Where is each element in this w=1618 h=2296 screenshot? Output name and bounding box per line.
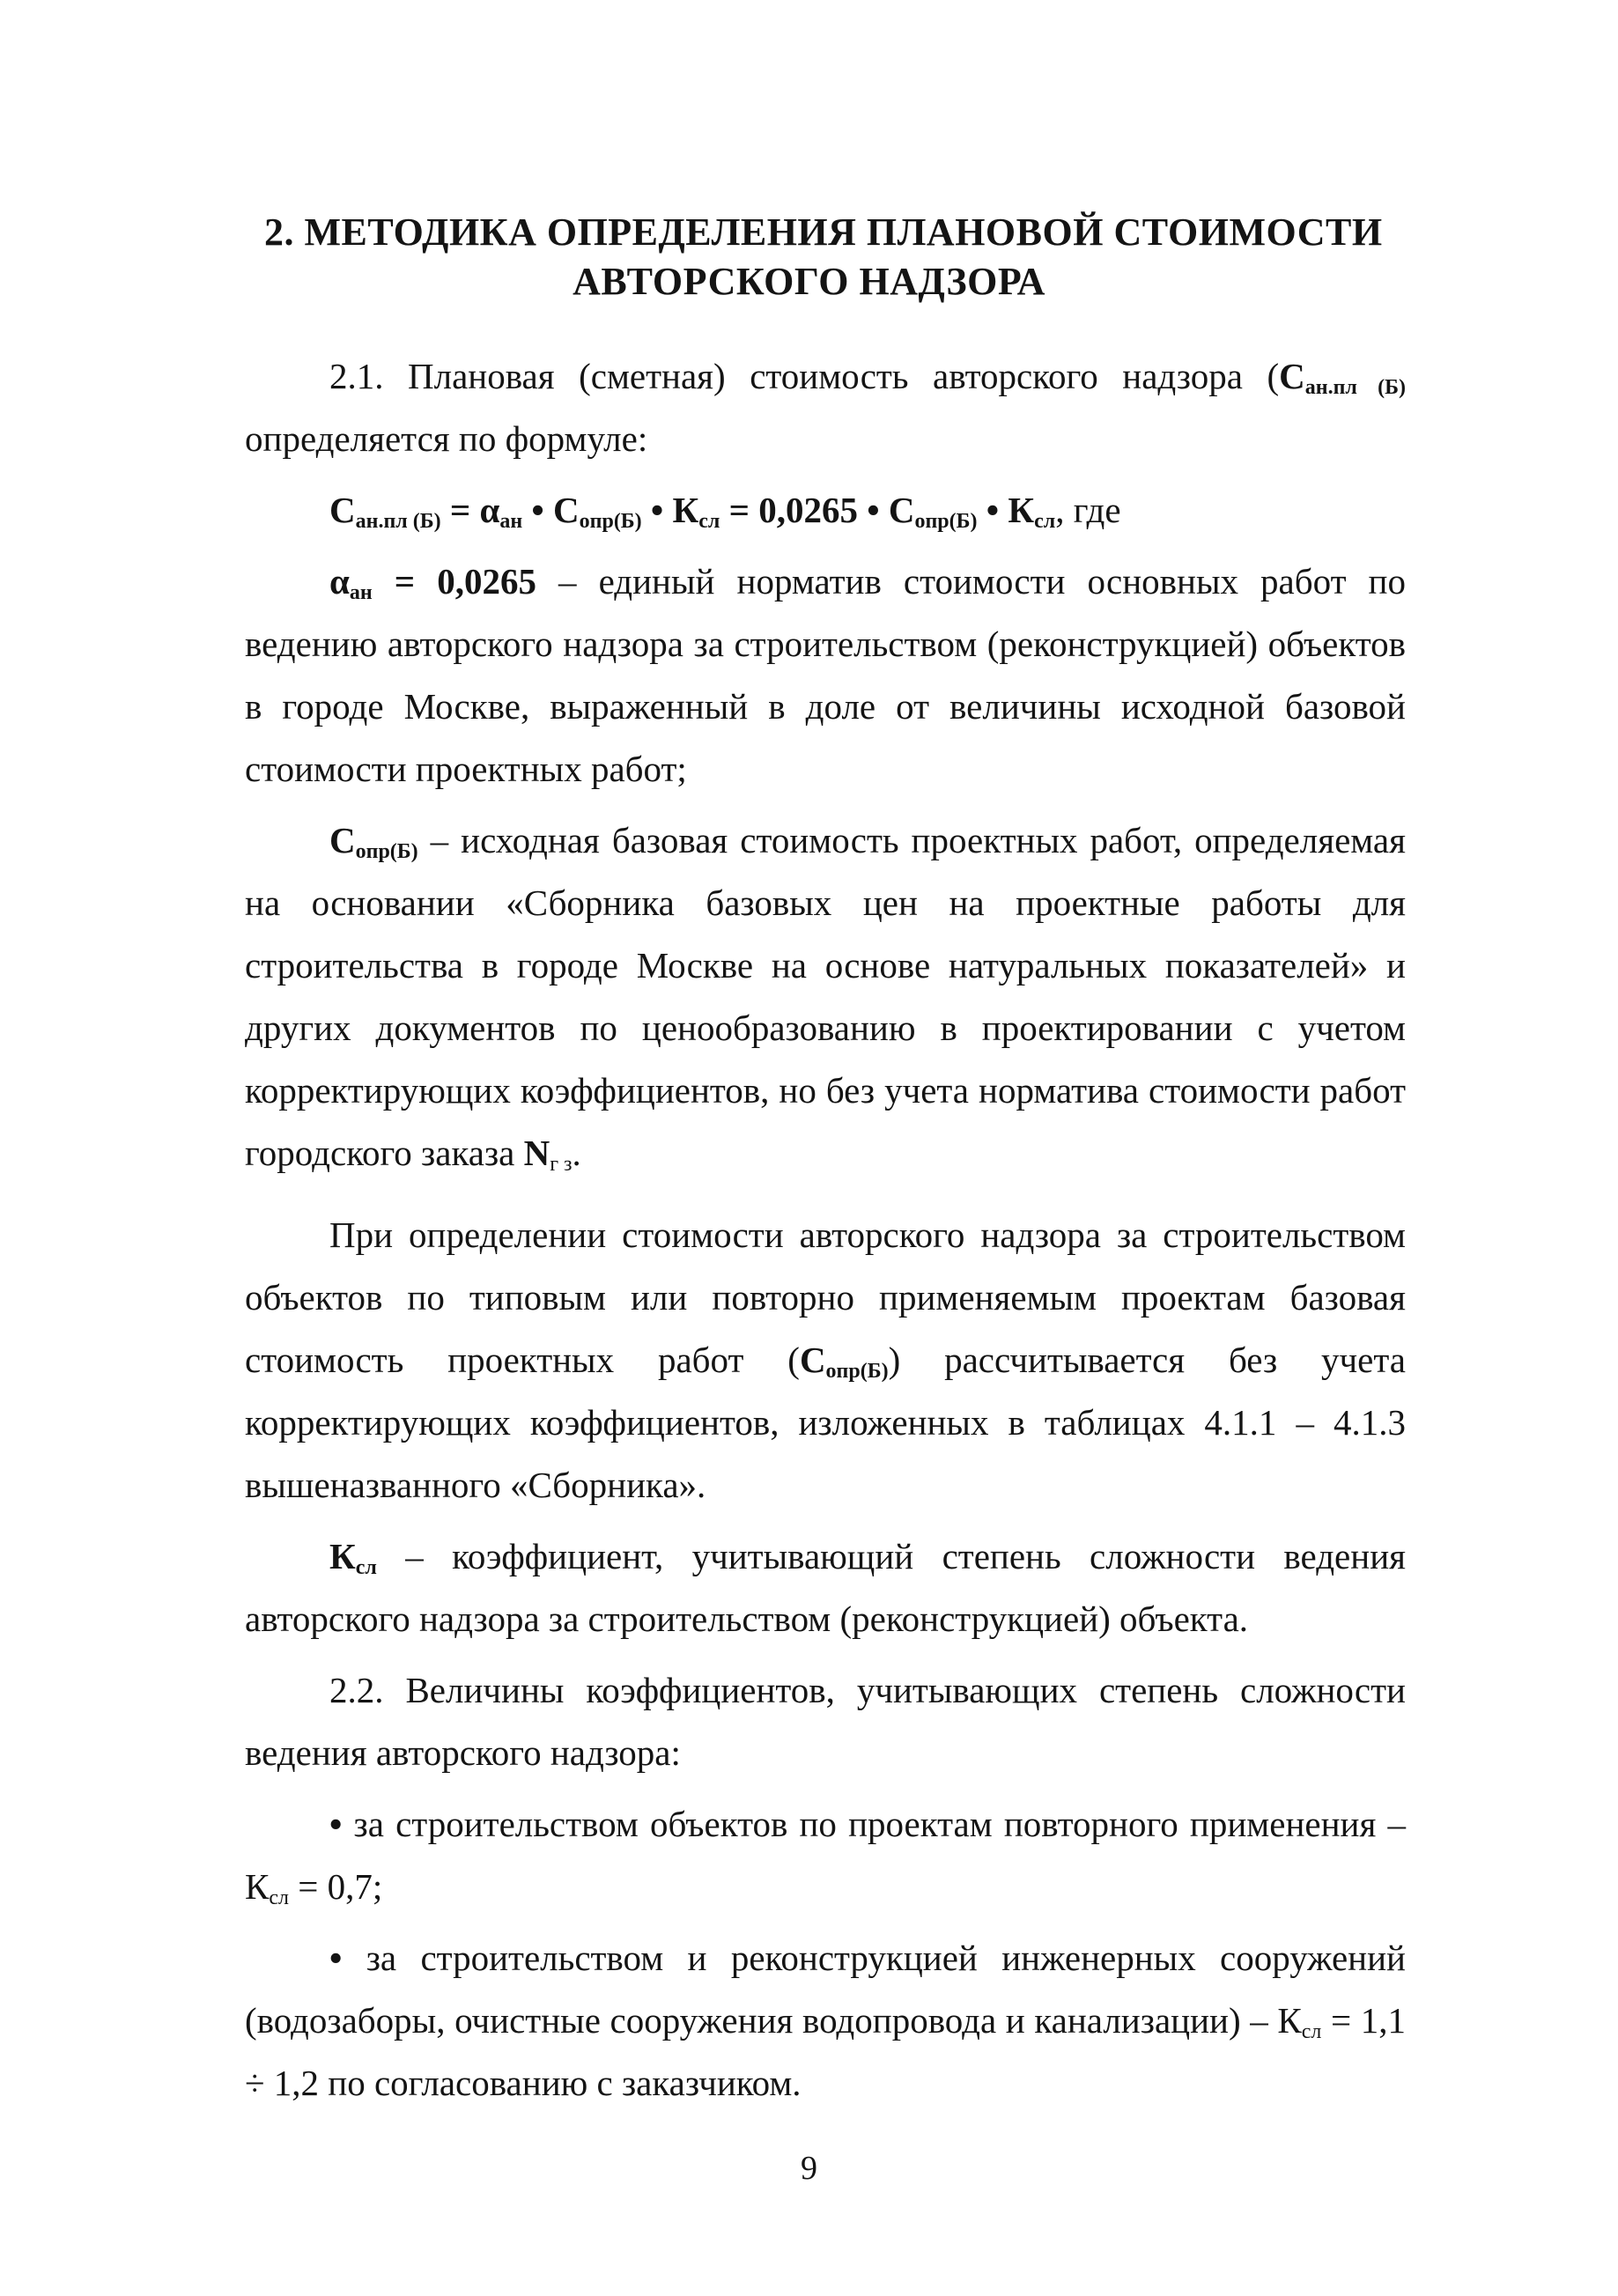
bullet-text: за строительством объектов по проектам повторного применения – К <box>245 1804 1406 1907</box>
bullet-item <box>245 1793 1406 1918</box>
formula-lhs: С <box>329 490 356 530</box>
definition-c <box>245 809 1406 1185</box>
bullet-tail: = 0,7; <box>289 1866 383 1907</box>
formula-lhs-subscript: ан.пл (Б) <box>355 510 441 533</box>
typical-c-subscript: опр(Б) <box>825 1360 889 1383</box>
paragraph-2-2 <box>245 1659 1406 1784</box>
formula-k2: • К <box>977 490 1035 530</box>
formula-k2-subscript: сл <box>1034 510 1056 533</box>
paragraph-2-1-text: 2.1. Плановая (сметная) стоимость авторского надзора ( <box>329 356 1280 396</box>
page-number: 9 <box>801 2150 817 2187</box>
bullet-icon: • <box>329 1938 343 1978</box>
bullet-subscript: сл <box>269 1886 289 1909</box>
bullet-icon: • <box>329 1804 343 1844</box>
formula-c-subscript: опр(Б) <box>579 510 642 533</box>
formula-value: = 0,0265 • С <box>720 490 915 530</box>
cost-symbol: С <box>1279 356 1305 396</box>
k-symbol-subscript: сл <box>355 1556 377 1579</box>
k-definition-text: – коэффициент, учитывающий степень сложности ведения авторского надзора за строительством (реконструкцией) объекта. <box>245 1536 1406 1639</box>
bullet-subscript: сл <box>1301 2020 1322 2043</box>
formula-alpha-subscript: ан <box>499 510 523 533</box>
n-symbol: N <box>523 1133 550 1173</box>
alpha-symbol: α <box>329 561 350 602</box>
formula-c: • С <box>522 490 580 530</box>
formula-c2-subscript: опр(Б) <box>914 510 978 533</box>
typical-text-1: При определении стоимости авторского надзора за строительством объектов по типовым или повторно применяемым проектам базовая стоимость проектных работ ( <box>245 1214 1406 1380</box>
bullet-item <box>245 1927 1406 2115</box>
heading-line-2: АВТОРСКОГО НАДЗОРА <box>573 260 1045 303</box>
alpha-value: = 0,0265 <box>372 561 536 602</box>
definition-alpha <box>245 550 1406 801</box>
bullet-tail: = 1,1 ÷ 1,2 по согласованию с заказчиком. <box>245 2000 1406 2103</box>
paragraph-2-2-text: 2.2. Величины коэффициентов, учитывающих степень сложности ведения авторского надзора: <box>245 1670 1406 1773</box>
paragraph-2-1-tail: определяется по формуле: <box>245 418 648 459</box>
formula-k-subscript: сл <box>698 510 720 533</box>
paragraph-typical-projects <box>245 1204 1406 1517</box>
heading-line-1: 2. МЕТОДИКА ОПРЕДЕЛЕНИЯ ПЛАНОВОЙ СТОИМОСТИ <box>264 210 1383 254</box>
formula-where: , где <box>1055 490 1121 530</box>
typical-c-symbol: С <box>799 1340 826 1380</box>
c-definition-text: – исходная базовая стоимость проектных работ, определяемая на основании «Сборника базовых цен на проектные работы для строительства в городе Москве на основе натуральных показателей» и других документов по ценообразованию в проектировании с учетом корректирующих коэффициентов, но без учета норматива стоимости работ городского заказа <box>245 820 1406 1173</box>
section-heading <box>264 208 1383 306</box>
paragraph-2-1 <box>245 345 1406 470</box>
formula-alpha: = α <box>440 490 500 530</box>
alpha-definition-text: – единый норматив стоимости основных работ по ведению авторского надзора за строительством (реконструкцией) объектов в городе Москве, выраженный в доле от величины исходной базовой стоимости проектных работ; <box>245 561 1406 789</box>
c-definition-end: . <box>572 1133 581 1173</box>
cost-symbol-subscript: ан.пл (Б) <box>1304 376 1406 399</box>
alpha-symbol-subscript: ан <box>349 581 373 604</box>
c-symbol: С <box>329 820 356 860</box>
c-symbol-subscript: опр(Б) <box>355 840 418 863</box>
n-symbol-subscript: г з <box>550 1153 573 1176</box>
k-symbol: К <box>329 1536 356 1576</box>
bullet-text: за строительством и реконструкцией инженерных сооружений (водозаборы, очистные сооружения водопровода и канализации) – К <box>245 1938 1406 2041</box>
cost-formula <box>245 479 1406 542</box>
definition-k <box>245 1525 1406 1650</box>
typical-text-2: ) рассчитывается без учета корректирующих коэффициентов, изложенных в таблицах 4.1.1 – 4.1.3 вышеназванного «Сборника». <box>245 1340 1406 1505</box>
document-body <box>245 345 1406 2115</box>
formula-k: • К <box>641 490 699 530</box>
